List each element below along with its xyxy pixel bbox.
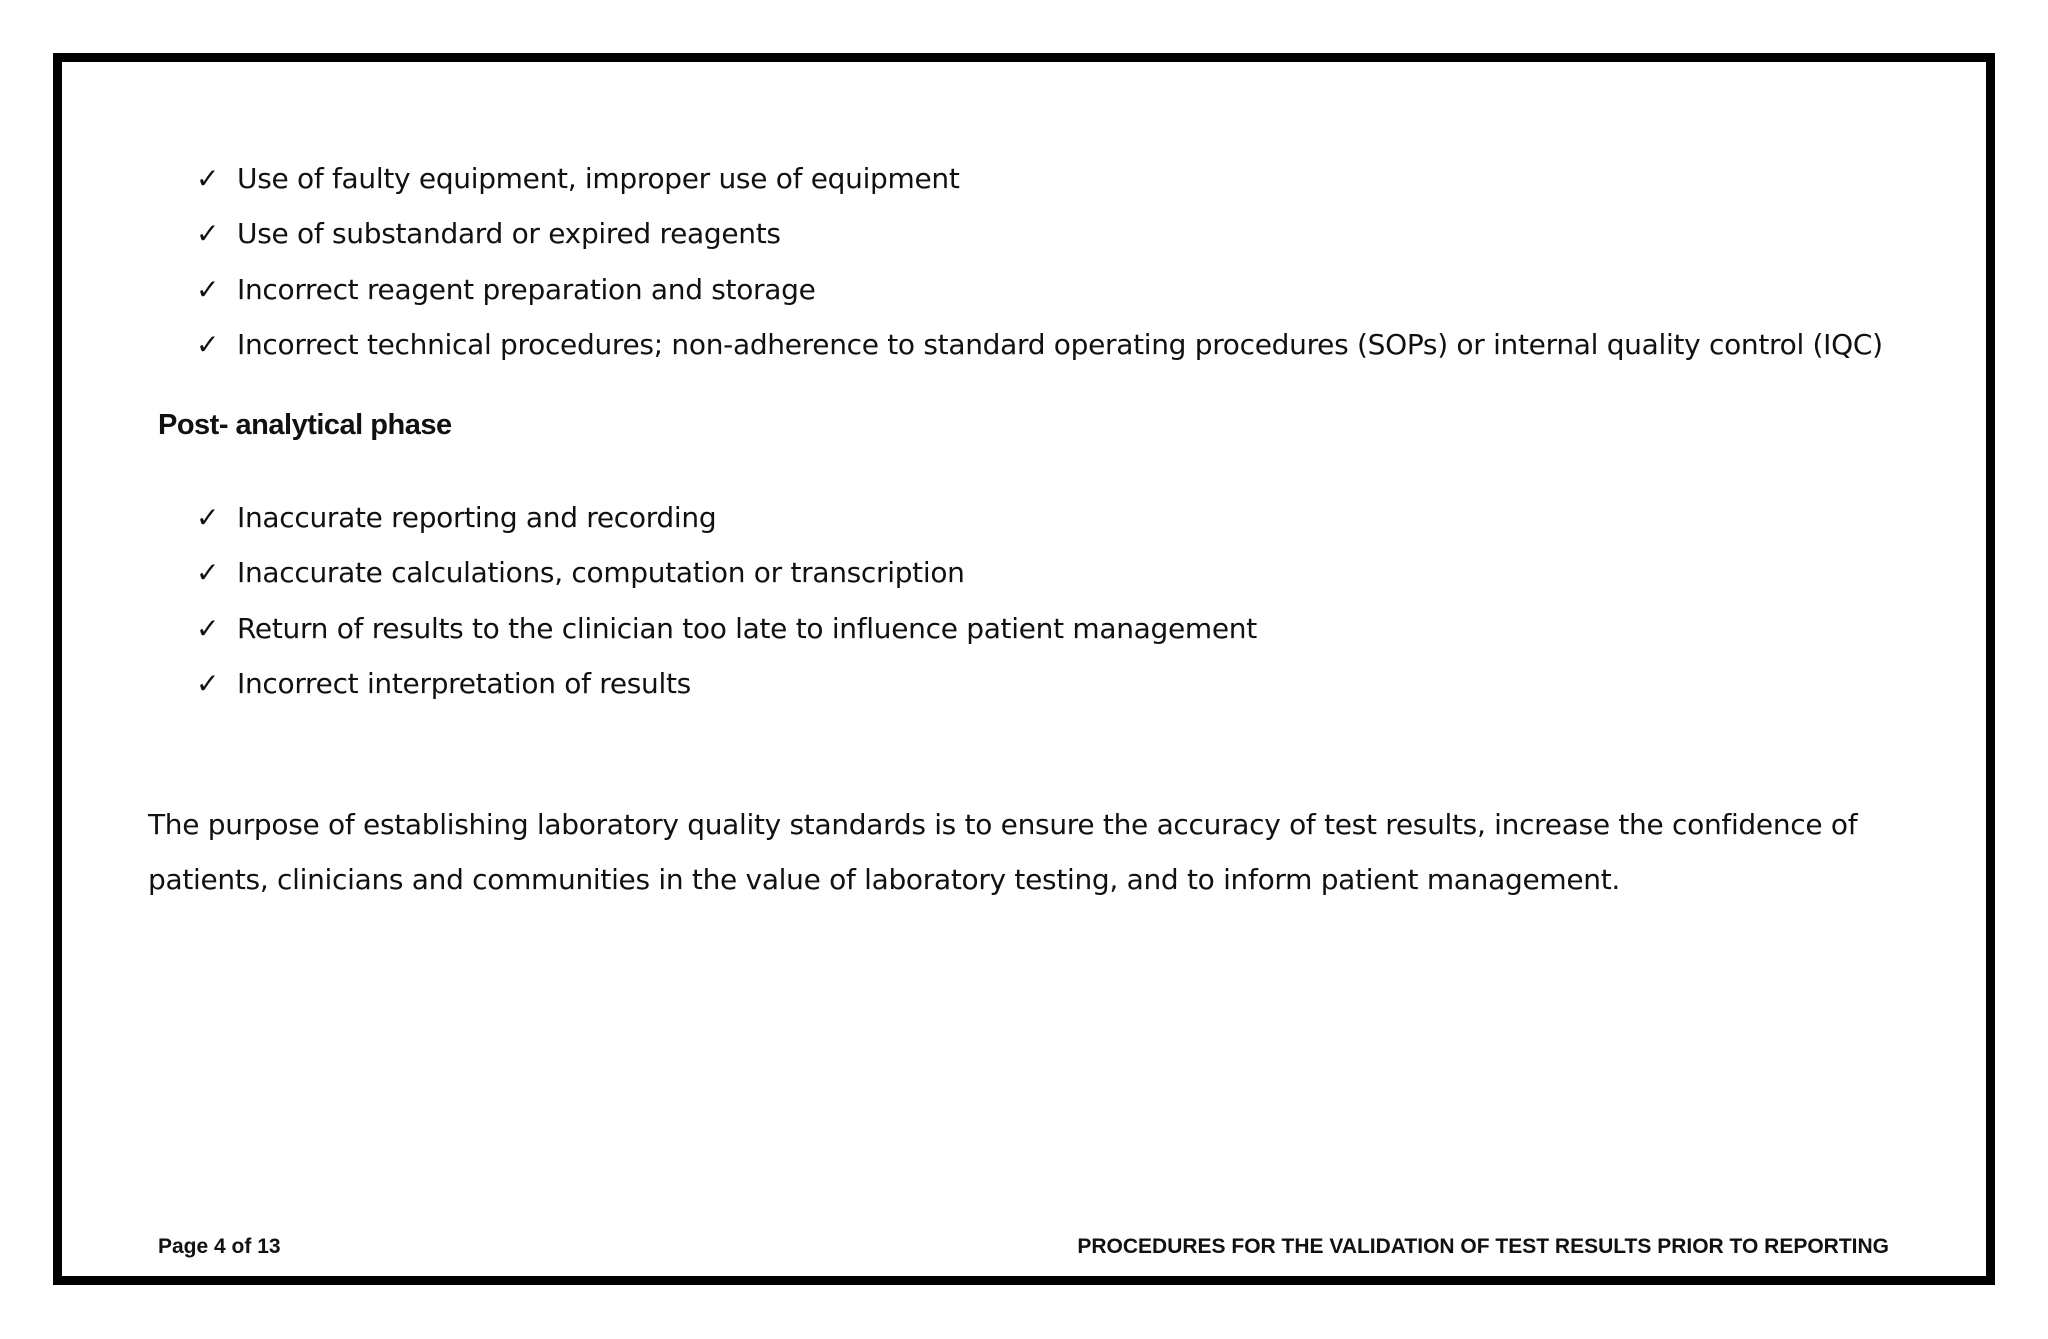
page-number: Page 4 of 13 [158, 1235, 281, 1258]
analytical-error-list [196, 151, 1883, 372]
list-item-text: Incorrect reagent preparation and storage [237, 272, 816, 306]
check-icon: ✓ [196, 501, 220, 535]
list-item-text: Use of faulty equipment, improper use of equipment [237, 162, 960, 196]
list-item-text: Return of results to the clinician too late to influence patient management [237, 611, 1257, 645]
list-item-text: Incorrect technical procedures; non-adherence to standard operating procedures (SOPs) or internal quality control (IQC) [237, 328, 1883, 362]
list-item [196, 601, 1257, 656]
list-item-text: Use of substandard or expired reagents [237, 217, 781, 251]
check-icon: ✓ [196, 217, 220, 251]
check-icon: ✓ [196, 162, 220, 196]
check-icon: ✓ [196, 611, 220, 645]
list-item [196, 262, 1883, 317]
list-item-text: Inaccurate calculations, computation or transcription [237, 556, 965, 590]
check-icon: ✓ [196, 272, 220, 306]
list-item [196, 656, 1257, 711]
list-item-text: Inaccurate reporting and recording [237, 501, 717, 535]
list-item [196, 206, 1883, 261]
list-item-text: Incorrect interpretation of results [237, 667, 691, 701]
check-icon: ✓ [196, 556, 220, 590]
list-item [196, 151, 1883, 206]
purpose-paragraph: The purpose of establishing laboratory quality standards is to ensure the accuracy of test results, increase the confidence of patients, clinicians and communities in the value of laboratory testing, and to inform patient management. [148, 808, 1858, 896]
post-analytical-heading: Post- analytical phase [158, 409, 452, 441]
list-item [196, 317, 1883, 372]
check-icon: ✓ [196, 667, 220, 701]
post-analytical-error-list [196, 490, 1257, 711]
list-item [196, 490, 1257, 545]
list-item [196, 545, 1257, 600]
check-icon: ✓ [196, 328, 220, 362]
footer-document-title: PROCEDURES FOR THE VALIDATION OF TEST RESULTS PRIOR TO REPORTING [1077, 1235, 1889, 1258]
